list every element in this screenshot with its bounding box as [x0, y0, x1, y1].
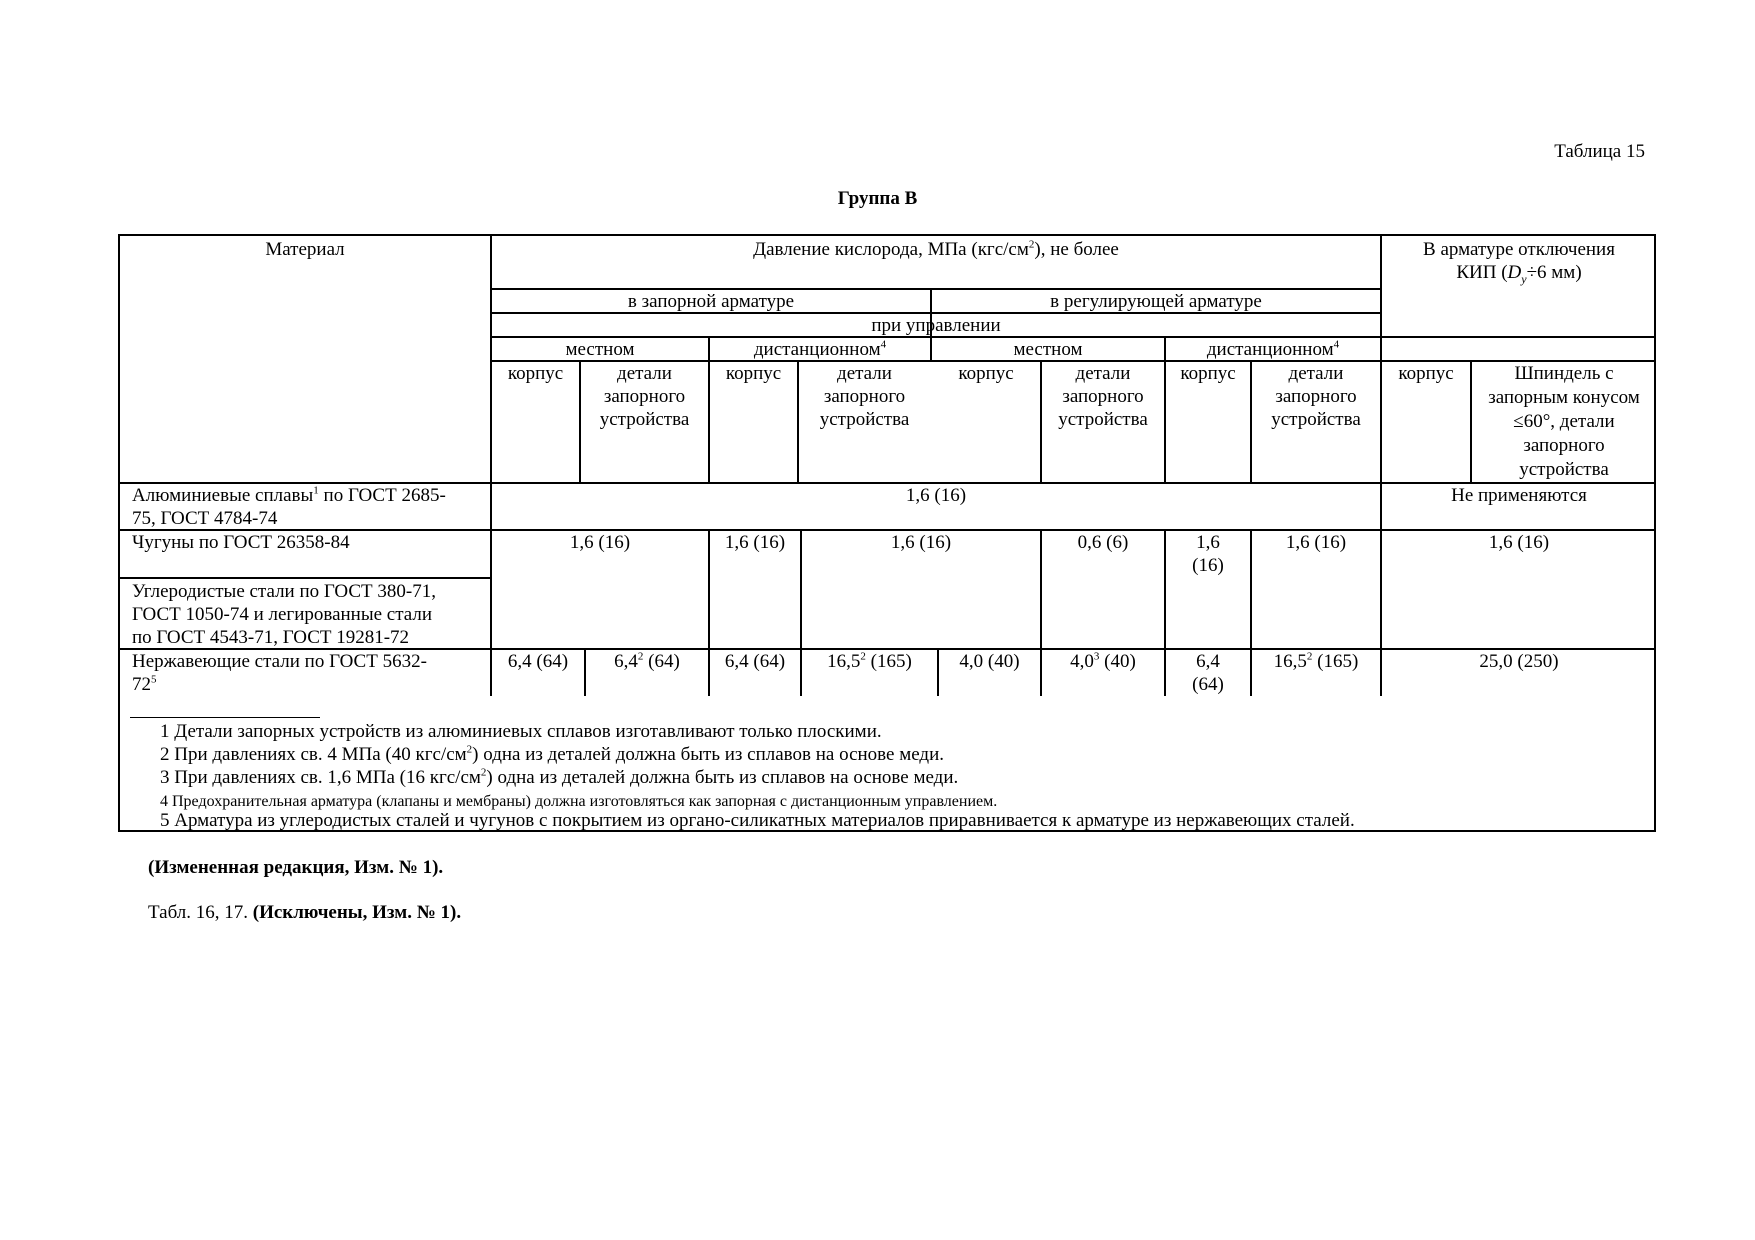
- row-aluminum-label: Алюминиевые сплавы$^1$ по ГОСТ 2685- 75, ГОСТ 4784-74: [132, 484, 446, 529]
- footnote-separator: [130, 717, 320, 718]
- header-local: местном: [565, 339, 635, 360]
- row-aluminum-kip: Не применяются: [1451, 485, 1587, 506]
- row-cast-iron-c7: 1,6 (16): [1488, 532, 1550, 553]
- header-body: корпус: [507, 363, 564, 384]
- row-aluminum-value: 1,6 (16): [905, 485, 967, 506]
- row-carbon-label: Углеродистые стали по ГОСТ 380-71, ГОСТ 1050-74 и легированные стали по ГОСТ 4543-71, ГОСТ 19281-72: [132, 581, 436, 648]
- header-kip-shutoff: В арматуре отключения КИП ($D_y\div 6$ мм): [1423, 239, 1615, 286]
- row-stainless-c5: 4,0 (40): [959, 651, 1020, 672]
- amended-note: (Измененная редакция, Изм. № 1).: [148, 857, 444, 878]
- footnote-5: 5 Арматура из углеродистых сталей и чугунов с покрытием из органо-силикатных материалов приравнивается к арматуре из нержавеющих сталей.: [160, 810, 1355, 831]
- row-stainless-c3: 6,4 (64): [724, 651, 786, 672]
- row-cast-iron-c3: 1,6 (16): [890, 532, 952, 553]
- row-stainless-c9: 25,0 (250): [1479, 651, 1559, 672]
- header-in-shutoff: в запорной арматуре: [627, 291, 795, 312]
- row-stainless-c7: 6,4 (64): [1192, 651, 1224, 695]
- header-pressure: Давление кислорода, МПа $(кгс/см^2)$, не более: [753, 238, 1119, 260]
- group-title: Группа В: [837, 188, 918, 209]
- row-cast-iron-c5: 1,6 (16): [1192, 532, 1224, 576]
- footnote-1: 1 Детали запорных устройств из алюминиевых сплавов изготавливают только плоскими.: [160, 721, 882, 742]
- header-local: местном: [1013, 339, 1083, 360]
- header-body: корпус: [1398, 363, 1454, 384]
- footnote-4: 4 Предохранительная арматура (клапаны и мембраны) должна изготовляться как запорная с дистанционным управлением.: [160, 793, 998, 810]
- header-remote: дистанционном$^4$: [1206, 338, 1340, 360]
- header-parts: детали запорного устройства: [819, 363, 910, 430]
- row-stainless-c6: $4,0^3$ (40): [1070, 650, 1136, 672]
- rule: [120, 577, 490, 579]
- header-spindle: Шпиндель с запорным конусом ≤60°, детали запорного устройства: [1488, 363, 1640, 480]
- row-cast-iron-label: Чугуны по ГОСТ 26358-84: [132, 532, 350, 553]
- header-parts: детали запорного устройства: [599, 363, 690, 430]
- row-stainless-c1: 6,4 (64): [507, 651, 569, 672]
- row-cast-iron-c4: 0,6 (6): [1077, 532, 1129, 553]
- excluded-tables-note: Табл. 16, 17. (Исключены, Изм. № 1).: [148, 902, 462, 923]
- footnote-2: 2 При давлениях св. 4 МПа (40 кгс/$см^2$) одна из деталей должна быть из сплавов на основе меди.: [160, 743, 944, 765]
- row-stainless-label: Нержавеющие стали по ГОСТ 5632- $72^5$: [132, 651, 427, 695]
- header-remote: дистанционном$^4$: [753, 338, 887, 360]
- rule: [1380, 236, 1382, 696]
- header-material: Материал: [265, 239, 345, 260]
- header-body: корпус: [725, 363, 782, 384]
- header-control: при управлении: [871, 315, 1001, 336]
- footnote-3: 3 При давлениях св. 1,6 МПа (16 кгс/$см^2$) одна из деталей должна быть из сплавов на основе меди.: [160, 766, 959, 788]
- table-number: Таблица 15: [1554, 141, 1645, 162]
- row-stainless-c2: $6,4^2$ (64): [614, 650, 680, 672]
- header-body: корпус: [1180, 363, 1236, 384]
- row-stainless-c4: 16,5$^2$ (165): [827, 650, 912, 672]
- row-cast-iron-c6: 1,6 (16): [1285, 532, 1347, 553]
- header-in-regulating: в регулирующей арматуре: [1050, 291, 1262, 312]
- header-parts: детали запорного устройства: [1271, 363, 1361, 430]
- header-body: корпус: [958, 363, 1014, 384]
- row-stainless-c8: 16,5$^2$ (165): [1273, 650, 1359, 672]
- header-parts: детали запорного устройства: [1058, 363, 1148, 430]
- row-cast-iron-c1: 1,6 (16): [569, 532, 631, 553]
- row-cast-iron-c2: 1,6 (16): [724, 532, 786, 553]
